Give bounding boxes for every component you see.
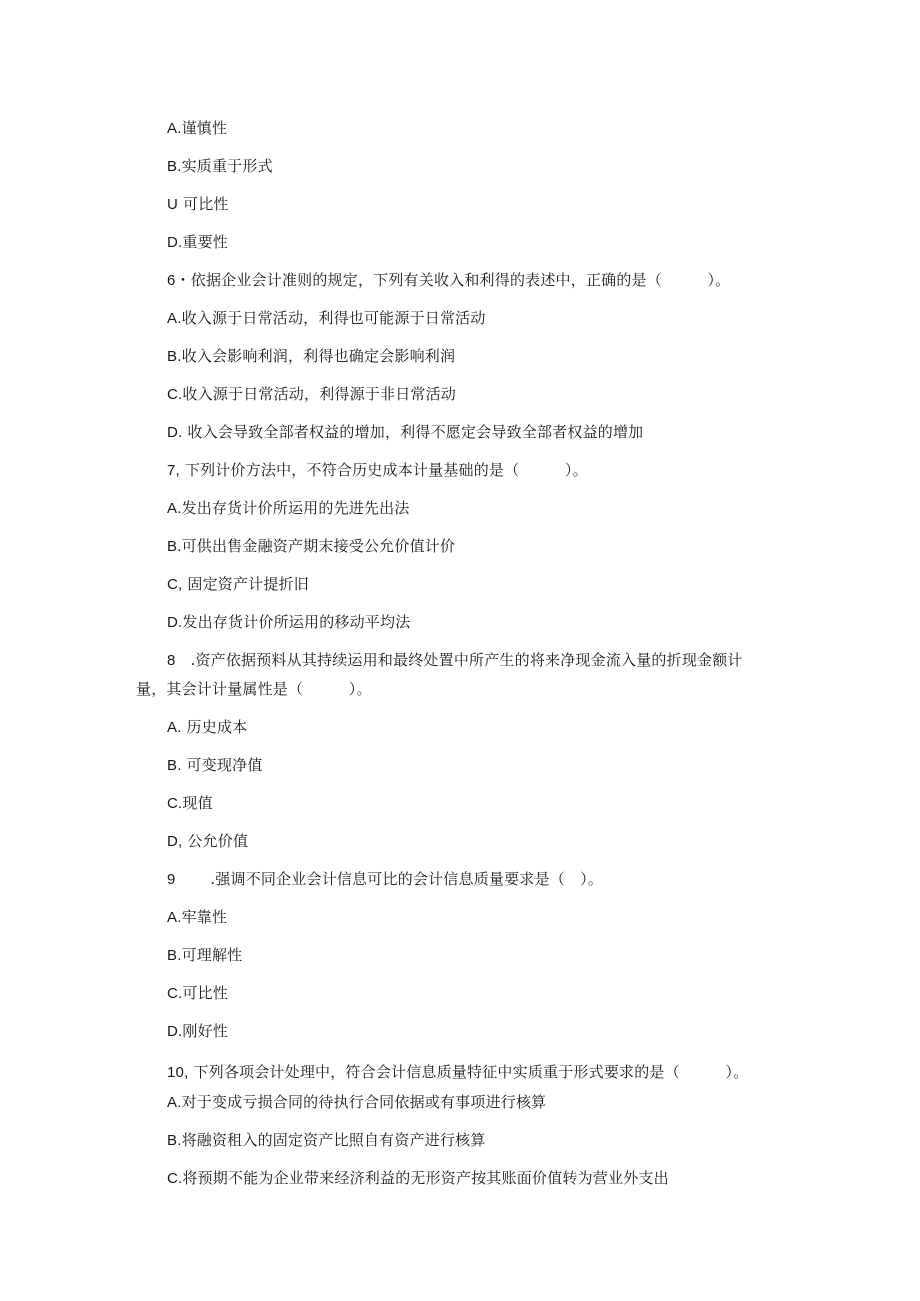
q8-option-d: D, 公允价值 — [167, 832, 249, 850]
q10-option-b: B.将融资租入的固定资产比照自有资产进行核算 — [167, 1131, 486, 1149]
q8-option-a: A. 历史成本 — [167, 718, 248, 736]
q7-option-d: D.发出存货计价所运用的移动平均法 — [167, 613, 411, 631]
question-10: 10, 下列各项会计处理中，符合会计信息质量特征中实质重于形式要求的是（ ）。 — [167, 1063, 749, 1081]
q8-option-c: C.现值 — [167, 794, 213, 812]
q9-option-d: D.刚好性 — [167, 1022, 229, 1040]
q5-option-c: U 可比性 — [167, 195, 229, 213]
question-8-line-1: 8 .资产依据预料从其持续运用和最终处置中所产生的将来净现金流入量的折现金额计 — [167, 651, 743, 669]
q5-option-b: B.实质重于形式 — [167, 157, 273, 175]
question-8-line-2: 量，其会计计量属性是（ ）。 — [136, 680, 372, 698]
q6-option-d: D. 收入会导致全部者权益的增加，利得不愿定会导致全部者权益的增加 — [167, 423, 644, 441]
question-6: 6・依据企业会计准则的规定，下列有关收入和利得的表述中，正确的是（ ）。 — [167, 271, 731, 289]
q10-option-c: C.将预期不能为企业带来经济利益的无形资产按其账面价值转为营业外支出 — [167, 1169, 669, 1187]
q9-option-c: C.可比性 — [167, 984, 229, 1002]
question-7: 7, 下列计价方法中，不符合历史成本计量基础的是（ ）。 — [167, 461, 588, 479]
q9-option-b: B.可理解性 — [167, 946, 243, 964]
q10-option-a: A.对于变成亏损合同的待执行合同依据或有事项进行核算 — [167, 1093, 547, 1111]
q5-option-a: A.谨慎性 — [167, 119, 228, 137]
question-9: 9 .强调不同企业会计信息可比的会计信息质量要求是（ ）。 — [167, 870, 603, 888]
q6-option-a: A.收入源于日常活动，利得也可能源于日常活动 — [167, 309, 486, 327]
q9-option-a: A.牢靠性 — [167, 908, 228, 926]
q8-option-b: B. 可变现净值 — [167, 756, 263, 774]
q6-option-c: C.收入源于日常活动，利得源于非日常活动 — [167, 385, 457, 403]
q7-option-b: B.可供出售金融资产期末接受公允价值计价 — [167, 537, 456, 555]
q5-option-d: D.重要性 — [167, 233, 229, 251]
q7-option-c: C, 固定资产计提折旧 — [167, 575, 309, 593]
q6-option-b: B.收入会影响利润，利得也确定会影响利润 — [167, 347, 456, 365]
q7-option-a: A.发出存货计价所运用的先进先出法 — [167, 499, 410, 517]
